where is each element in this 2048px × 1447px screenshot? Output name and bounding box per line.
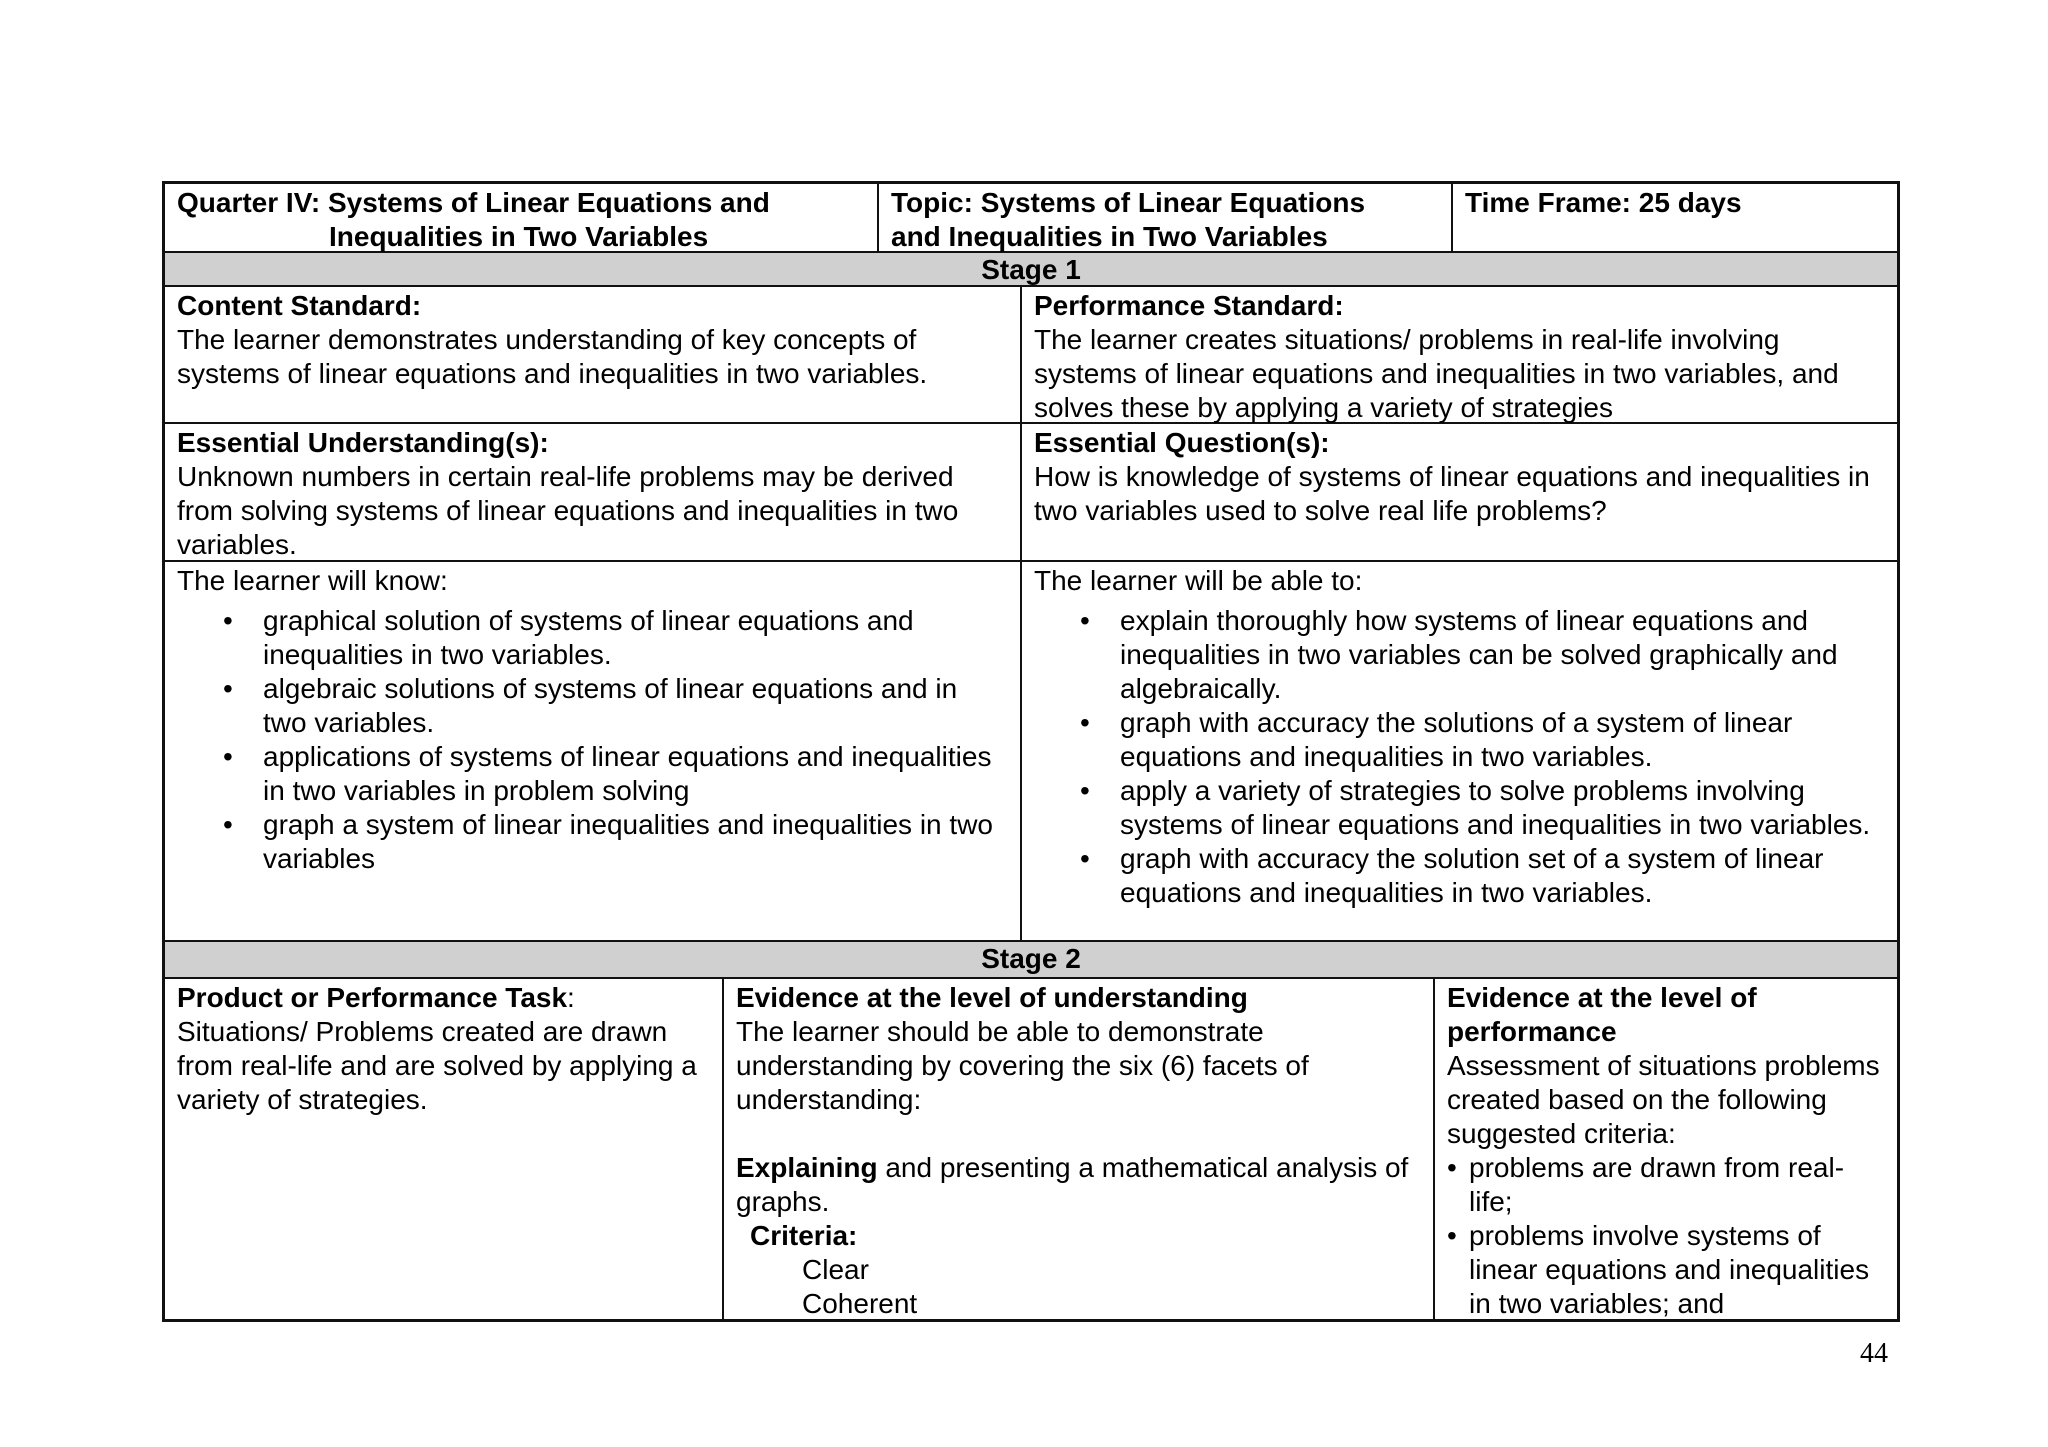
topic-line2: and Inequalities in Two Variables <box>891 221 1328 252</box>
list-item: • explain thoroughly how systems of linear equations and inequalities in two variables can be solved graphically and algebraically. <box>1120 604 1885 706</box>
able-cell <box>1020 562 1897 940</box>
explaining-rest: and presenting a mathematical analysis of graphs. <box>736 1152 1409 1217</box>
product-heading-colon: : <box>567 982 575 1013</box>
essential-understanding-text: Unknown numbers in certain real-life problems may be derived from solving systems of linear equations and inequalities in two variables. <box>177 461 959 560</box>
know-cell <box>165 562 1020 940</box>
essential-question-cell <box>1020 424 1897 560</box>
list-item: • applications of systems of linear equations and inequalities in two variables in problem solving <box>263 740 1008 808</box>
list-item: • algebraic solutions of systems of linear equations and in two variables. <box>263 672 1008 740</box>
essential-question-heading: Essential Question(s): <box>1034 427 1330 458</box>
list-item: • problems are drawn from real-life; <box>1469 1151 1885 1219</box>
stage2-title: Stage 2 <box>165 942 1897 977</box>
quarter-title-line1: Systems of Linear Equations and <box>327 187 770 218</box>
list-item: • graphical solution of systems of linear equations and inequalities in two variables. <box>263 604 1008 672</box>
list-item: • problems involve systems of linear equations and inequalities in two variables; and <box>1469 1219 1885 1321</box>
essential-understanding-heading: Essential Understanding(s): <box>177 427 549 458</box>
essential-question-text: How is knowledge of systems of linear equations and inequalities in two variables used to solve real life problems? <box>1034 461 1870 526</box>
topic-line1: Systems of Linear Equations <box>980 187 1366 218</box>
time-frame: Time Frame: 25 days <box>1465 187 1742 218</box>
essential-understanding-cell <box>165 424 1020 560</box>
criteria-item: Clear <box>802 1254 869 1285</box>
criteria-item: Coherent <box>802 1288 918 1319</box>
topic-label: Topic: <box>891 187 973 218</box>
content-standard-text: The learner demonstrates understanding of key concepts of systems of linear equations and inequalities in two variables. <box>177 324 928 389</box>
product-cell <box>165 979 722 1319</box>
list-item: • graph a system of linear inequalities and inequalities in two variables <box>263 808 1008 876</box>
performance-evidence-cell <box>1433 979 1897 1319</box>
able-intro: The learner will be able to: <box>1034 565 1363 596</box>
essentials-row <box>165 424 1897 562</box>
page-number: 44 <box>1860 1338 1888 1369</box>
list-item: • apply a variety of strategies to solve problems involving systems of linear equations and inequalities in two variables. <box>1120 774 1885 842</box>
quarter-cell <box>165 184 877 251</box>
criteria-block <box>736 1219 1421 1321</box>
stage1-title: Stage 1 <box>165 253 1897 285</box>
product-text: Situations/ Problems created are drawn from real-life and are solved by applying a variety of strategies. <box>177 1016 697 1115</box>
list-item: • graph with accuracy the solution set of a system of linear equations and inequalities in two variables. <box>1120 842 1885 910</box>
explaining-text <box>736 1151 1421 1219</box>
stage1-row <box>165 253 1897 287</box>
performance-standard-text: The learner creates situations/ problems in real-life involving systems of linear equations and inequalities in two variables, and solves these by applying a variety of strategies <box>1034 324 1839 423</box>
standards-row <box>165 287 1897 424</box>
quarter-title-line2: Inequalities in Two Variables <box>329 221 709 252</box>
time-frame-cell <box>1451 184 1897 251</box>
content-standard-cell <box>165 287 1020 422</box>
performance-evidence-heading: Evidence at the level of performance <box>1447 982 1757 1047</box>
performance-criteria-list <box>1447 1151 1885 1321</box>
performance-evidence-text: Assessment of situations problems created based on the following suggested criteria: <box>1447 1050 1880 1149</box>
able-list <box>1034 604 1885 910</box>
know-list <box>177 604 1008 876</box>
evidence-row <box>165 979 1897 1319</box>
list-item: • graph with accuracy the solutions of a system of linear equations and inequalities in two variables. <box>1120 706 1885 774</box>
product-heading-line <box>177 981 710 1015</box>
topic-cell <box>877 184 1451 251</box>
performance-standard-cell <box>1020 287 1897 422</box>
understanding-text: The learner should be able to demonstrate understanding by covering the six (6) facets of understanding: <box>736 1016 1309 1115</box>
quarter-label: Quarter IV: <box>177 187 321 218</box>
performance-standard-heading: Performance Standard: <box>1034 290 1344 321</box>
stage2-row <box>165 942 1897 979</box>
curriculum-table <box>162 181 1900 1322</box>
criteria-label: Criteria: <box>750 1220 858 1251</box>
product-heading: Product or Performance Task <box>177 982 568 1013</box>
understanding-heading: Evidence at the level of understanding <box>736 982 1248 1013</box>
explaining-bold: Explaining <box>736 1152 878 1183</box>
content-standard-heading: Content Standard: <box>177 290 422 321</box>
know-intro: The learner will know: <box>177 565 448 596</box>
header-row <box>165 184 1897 253</box>
understanding-cell <box>722 979 1433 1319</box>
objectives-row <box>165 562 1897 942</box>
